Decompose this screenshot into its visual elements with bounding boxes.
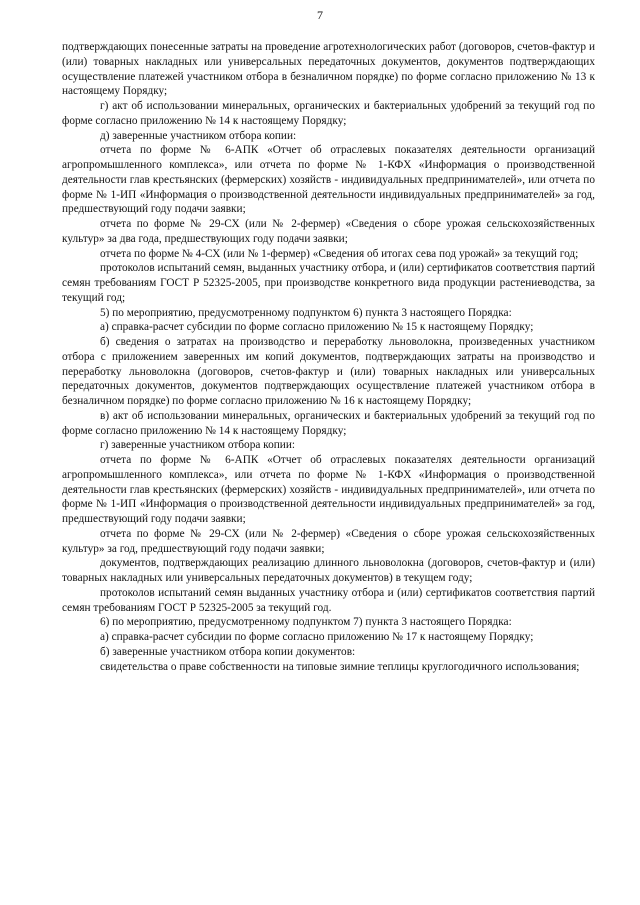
paragraph: б) заверенные участником отбора копии документов: [100,645,356,658]
paragraph: 6) по мероприятию, предусмотренному подпунктом 7) пункта 3 настоящего Порядка: [100,616,512,629]
paragraph: г) акт об использовании минеральных, органических и бактериальных удобрений за текущий год по форме согласно приложению № 14 к настоящему Порядку; [62,100,595,127]
paragraph: свидетельства о праве собственности на типовые зимние теплицы круглогодичного использования; [100,660,580,673]
paragraph: протоколов испытаний семян, выданных участнику отбора, и (или) сертификатов соответствия партий семян требованиям ГОСТ Р 52325-2005, при производстве конкретного вида продукции растениеводства, за текущий год; [62,262,595,304]
paragraph: отчета по форме № 29-СХ (или № 2-фермер) «Сведения о сборе урожая сельскохозяйственных культур» за два года, предшествующих году подачи заявки; [62,218,595,245]
paragraph: отчета по форме № 29-СХ (или № 2-фермер) «Сведения о сборе урожая сельскохозяйственных культур» за год, предшествующий году подачи заявки; [62,527,595,555]
paragraph: д) заверенные участником отбора копии: [100,129,297,142]
paragraph: а) справка-расчет субсидии по форме согласно приложению № 15 к настоящему Порядку; [100,321,534,334]
body-text [62,40,595,674]
paragraph: г) заверенные участником отбора копии: [100,439,296,452]
paragraph: документов, подтверждающих реализацию длинного льноволокна (договоров, счетов-фактур и (или) товарных накладных или универсальных передаточных документов) в текущем году; [62,557,595,584]
page-number: 7 [317,8,323,22]
paragraph: отчета по форме № 4-СХ (или № 1-фермер) «Сведения об итогах сева под урожай» за текущий год; [100,247,579,260]
paragraph: отчета по форме № 6-АПК «Отчет об отраслевых показателях деятельности организаций агропромышленного комплекса», или отчета по форме № 1-КФХ «Информация о производственной деятельности глав крестьянских (фермерских) хозяйств - индивидуальных предпринимателей», или отчета по форме № 1-ИП «Информация о производственной деятельности индивидуальных предпринимателей» за год, предшествующий году подачи заявки; [62,454,595,525]
paragraph: в) акт об использовании минеральных, органических и бактериальных удобрений за текущий год по форме согласно приложению № 14 к настоящему Порядку; [62,409,595,437]
paragraph: отчета по форме № 6-АПК «Отчет об отраслевых показателях деятельности организаций агропромышленного комплекса», или отчета по форме № 1-КФХ «Информация о производственной деятельности глав крестьянских (фермерских) хозяйств - индивидуальных предпринимателей», или отчета по форме № 1-ИП «Информация о производственной деятельности индивидуальных предпринимателей» за год, предшествующий году подачи заявки; [62,144,595,216]
paragraph: 5) по мероприятию, предусмотренному подпунктом 6) пункта 3 настоящего Порядка: [100,306,512,319]
paragraph: а) справка-расчет субсидии по форме согласно приложению № 17 к настоящему Порядку; [100,631,534,643]
paragraph: протоколов испытаний семян выданных участнику отбора и (или) сертификатов соответствия партий семян требованиям ГОСТ Р 52325-2005 за текущий год. [62,586,595,614]
paragraph: б) сведения о затратах на производство и переработку льноволокна, произведенных участником отбора с приложением заверенных им копий документов, подтверждающих затраты на производство и переработку льноволокна (договоров, счетов-фактур и (или) товарных накладных или универсальных передаточных документов, документов подтверждающих осуществление платежей участником отбора в безналичном порядке) по форме согласно приложению № 16 к настоящему Порядку; [62,336,595,407]
paragraph: подтверждающих понесенные затраты на проведение агротехнологических работ (договоров, счетов-фактур и (или) товарных накладных или универсальных передаточных документов, документов подтверждающих осуществление платежей участником отбора в безналичном порядке) по форме согласно приложению № 13 к настоящему Порядку; [62,41,595,98]
